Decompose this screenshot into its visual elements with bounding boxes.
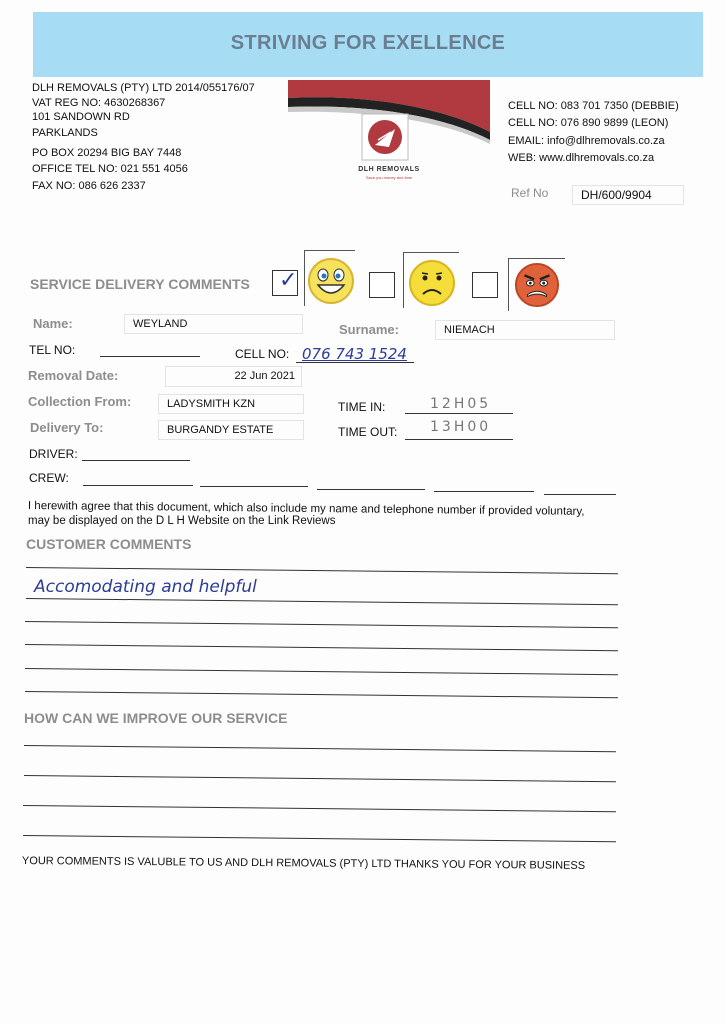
improve-service-heading: HOW CAN WE IMPROVE OUR SERVICE [24,710,288,726]
unhappy-checkbox[interactable] [472,272,498,298]
customer-comment-text[interactable]: Accomodating and helpful [34,577,257,597]
sad-face-icon [408,259,456,307]
delivery-to-label: Delivery To: [30,420,104,435]
company-line-vat: VAT REG NO: 4630268367 [32,97,166,109]
customer-comment-line-6 [25,691,618,698]
happy-face-icon [307,257,355,305]
time-in-label: TIME IN: [338,400,386,414]
crew-field-5[interactable] [544,494,616,495]
crew-field-4[interactable] [434,491,534,492]
time-in-field-line [405,413,513,414]
cell-no-field[interactable]: 076 743 1524 [302,345,407,363]
happy-face-frame [304,250,355,306]
footer-thanks-text: YOUR COMMENTS IS VALUBLE TO US AND DLH REMOVALS (PTY) LTD THANKS YOU FOR YOUR BUSINESS [21,855,586,872]
service-delivery-heading: SERVICE DELIVERY COMMENTS [30,276,250,292]
company-line-po-box: PO BOX 20294 BIG BAY 7448 [32,147,182,159]
removal-date-label: Removal Date: [28,368,119,383]
delivery-to-field[interactable]: BURGANDY ESTATE [158,420,304,440]
contact-cell-leon: CELL NO: 076 890 9899 (LEON) [508,117,669,129]
company-line-fax: FAX NO: 086 626 2337 [32,180,146,192]
driver-field[interactable] [82,460,190,461]
collection-from-field[interactable]: LADYSMITH KZN [158,394,304,414]
happy-check-mark: ✓ [279,267,298,292]
consent-text-line-1: I herewith agree that this document, which also include my name and telephone number if provided voluntary, [27,500,585,518]
customer-comments-heading: CUSTOMER COMMENTS [26,536,192,552]
customer-comment-line-1 [26,567,618,574]
improve-line-4 [23,835,616,842]
name-field[interactable]: WEYLAND [124,314,303,334]
angry-face-frame [508,258,565,311]
company-line-suburb: PARKLANDS [32,127,98,139]
contact-email: EMAIL: info@dlhremovals.co.za [508,135,665,147]
time-out-field-line [405,439,513,440]
time-out-label: TIME OUT: [338,425,398,439]
company-logo [288,80,490,186]
removal-date-field[interactable]: 22 Jun 2021 [165,366,302,387]
contact-web: WEB: www.dlhremovals.co.za [508,152,655,164]
sad-face-frame [403,252,459,308]
crew-field-2[interactable] [200,486,308,487]
surname-field[interactable]: NIEMACH [435,320,615,340]
logo-tagline: Save you money and time [365,175,413,180]
banner-title: STRIVING FOR EXELLENCE [230,32,506,54]
surname-label: Surname: [339,322,399,337]
logo-name: DLH REMOVALS [358,166,420,173]
happy-checkbox[interactable] [272,267,298,296]
driver-label: DRIVER: [29,447,78,461]
consent-text-line-2: may be displayed on the D L H Website on the Link Reviews [28,515,336,527]
angry-face-icon [514,262,560,308]
contact-cell-debbie: CELL NO: 083 701 7350 (DEBBIE) [508,100,679,112]
time-in-field[interactable]: 12H05 [430,396,492,412]
cell-no-label: CELL NO: [235,347,290,361]
customer-comment-line-4 [25,644,618,651]
tel-no-field[interactable] [100,356,200,357]
ref-no-value: DH/600/9904 [572,185,684,205]
customer-comment-line-3 [25,621,618,628]
customer-comment-line-2 [26,598,618,605]
crew-label: CREW: [29,471,69,485]
crew-field-3[interactable] [317,489,425,490]
neutral-checkbox[interactable] [369,272,395,298]
improve-line-3 [23,805,616,812]
company-line-office-tel: OFFICE TEL NO: 021 551 4056 [32,163,188,175]
name-label: Name: [33,316,73,331]
collection-from-label: Collection From: [28,394,132,409]
customer-comment-line-5 [25,668,618,675]
header-banner [33,12,703,77]
ref-no-label: Ref No [511,186,549,200]
time-out-field[interactable]: 13H00 [430,419,492,435]
company-line-street: 101 SANDOWN RD [32,111,130,123]
improve-line-2 [24,775,616,782]
improve-line-1 [24,745,616,752]
company-line-registration: DLH REMOVALS (PTY) LTD 2014/055176/07 [32,82,255,94]
crew-field-1[interactable] [83,485,193,486]
tel-no-label: TEL NO: [29,343,76,357]
